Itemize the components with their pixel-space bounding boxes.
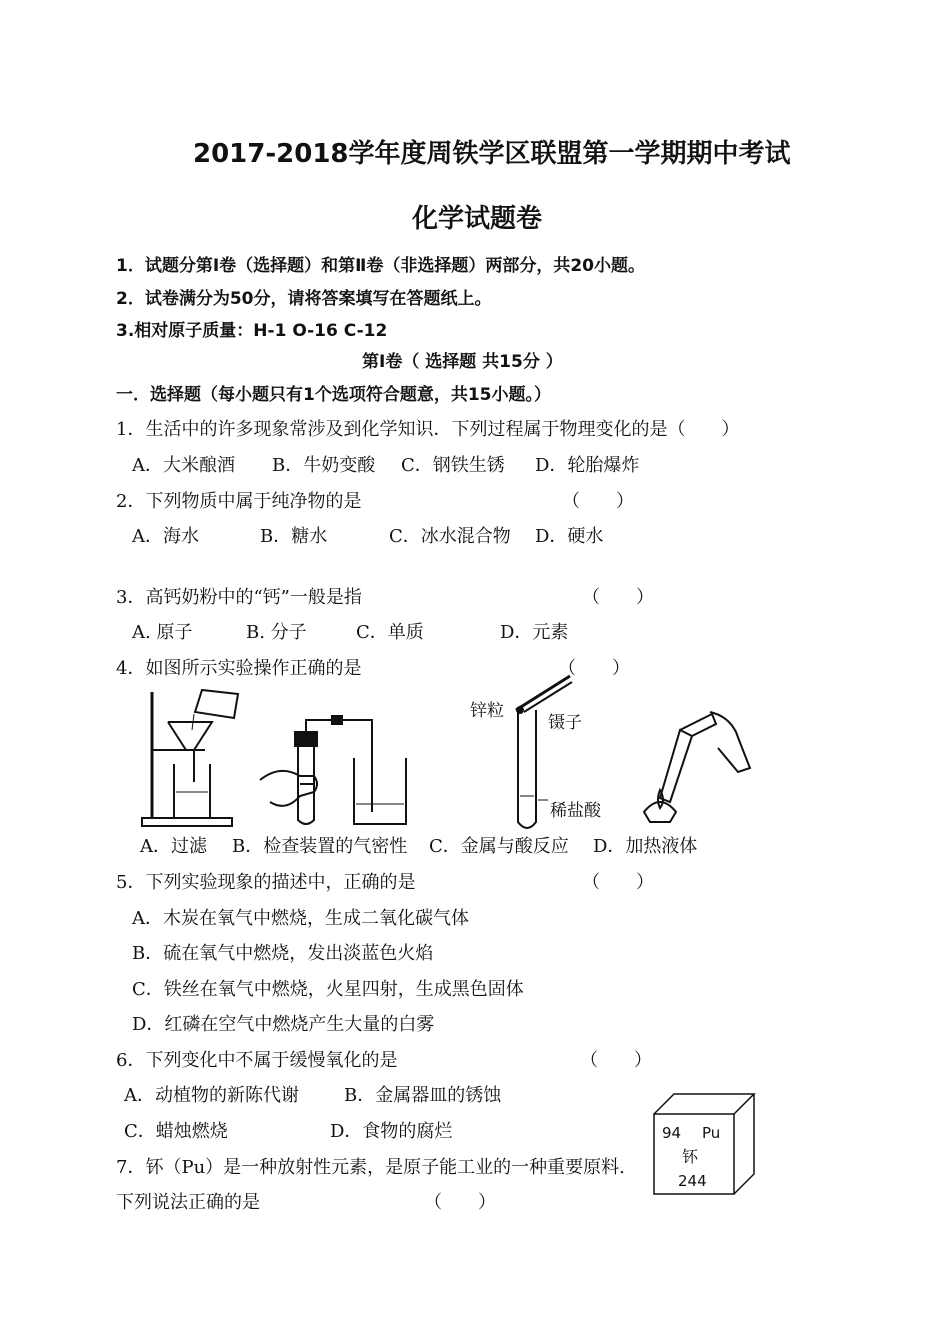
q2-option-d: D．硬水 [535,526,604,547]
q5-stem: 5．下列实验现象的描述中，正确的是 [116,872,416,893]
q1-option-b: B．牛奶变酸 [272,455,376,476]
q7-stem-line-2: 下列说法正确的是 [116,1192,260,1213]
element-atomic-number: 94 [662,1124,682,1142]
section-heading: 一．选择题（每小题只有1个选项符合题意，共15小题。） [116,385,551,405]
q2-option-c: C．冰水混合物 [389,526,511,547]
q3-option-c: C．单质 [356,622,424,643]
q3-option-d: D．元素 [500,622,569,643]
q5-option-d: D．红磷在空气中燃烧产生大量的白雾 [132,1014,435,1035]
q7-stem-line-1: 7．钚（Pu）是一种放射性元素，是原子能工业的一种重要原料. [116,1157,625,1178]
q4-lab-figure [130,672,770,837]
airtightness-apparatus [260,716,406,824]
q5-option-a: A．木炭在氧气中燃烧，生成二氧化碳气体 [132,908,469,929]
plutonium-element-cell [650,1090,760,1200]
q1-stem: 1．生活中的许多现象常涉及到化学知识．下列过程属于物理变化的是（ ） [116,419,740,440]
paper-subtitle: 化学试题卷 [412,204,543,234]
q5-answer-bracket: （ ） [582,872,654,893]
q7-answer-bracket: （ ） [424,1192,496,1213]
q2-option-b: B．糖水 [260,526,328,547]
label-dilute-hcl: 稀盐酸 [550,801,601,821]
q1-option-c: C．钢铁生锈 [401,455,505,476]
exam-title: 2017-2018学年度周铁学区联盟第一学期期中考试 [193,139,791,169]
heating-liquid-apparatus [644,712,750,822]
q4-option-a: A．过滤 [140,836,207,857]
q5-option-c: C．铁丝在氧气中燃烧，火星四射，生成黑色固体 [132,979,524,1000]
q3-answer-bracket: （ ） [582,587,654,608]
element-symbol: Pu [702,1124,721,1142]
note-2: 2．试卷满分为50分，请将答案填写在答题纸上。 [116,289,492,309]
q4-option-d: D．加热液体 [593,836,698,857]
label-tweezers: 镊子 [548,713,582,733]
q6-option-d: D．食物的腐烂 [330,1121,453,1142]
filtration-apparatus [142,690,238,826]
note-3: 3.相对原子质量：H-1 O-16 C-12 [116,321,388,341]
q4-option-c: C．金属与酸反应 [429,836,569,857]
q4-stem: 4．如图所示实验操作正确的是 [116,658,362,679]
q3-option-b: B. 分子 [246,622,307,643]
q6-answer-bracket: （ ） [580,1050,652,1071]
q6-option-c: C．蜡烛燃烧 [124,1121,228,1142]
q3-stem: 3．高钙奶粉中的“钙”一般是指 [116,587,362,608]
q4-answer-bracket: （ ） [558,658,630,679]
q5-option-b: B．硫在氧气中燃烧，发出淡蓝色火焰 [132,943,434,964]
q6-option-b: B．金属器皿的锈蚀 [344,1085,502,1106]
element-atomic-mass: 244 [678,1172,707,1190]
q1-option-d: D．轮胎爆炸 [535,455,640,476]
q2-stem: 2．下列物质中属于纯净物的是 [116,491,362,512]
q1-option-a: A．大米酿酒 [132,455,235,476]
label-zinc: 锌粒 [470,701,504,721]
q6-stem: 6．下列变化中不属于缓慢氧化的是 [116,1050,398,1071]
q2-answer-bracket: （ ） [562,491,634,512]
note-1: 1．试题分第Ⅰ卷（选择题）和第Ⅱ卷（非选择题）两部分，共20小题。 [116,256,646,276]
q3-option-a: A. 原子 [132,622,193,643]
q2-option-a: A．海水 [132,526,199,547]
q6-option-a: A．动植物的新陈代谢 [124,1085,299,1106]
element-name: 钚 [682,1147,699,1166]
part-title: 第Ⅰ卷（ 选择题 共15分 ） [362,352,563,372]
q4-option-b: B．检查装置的气密性 [232,836,408,857]
